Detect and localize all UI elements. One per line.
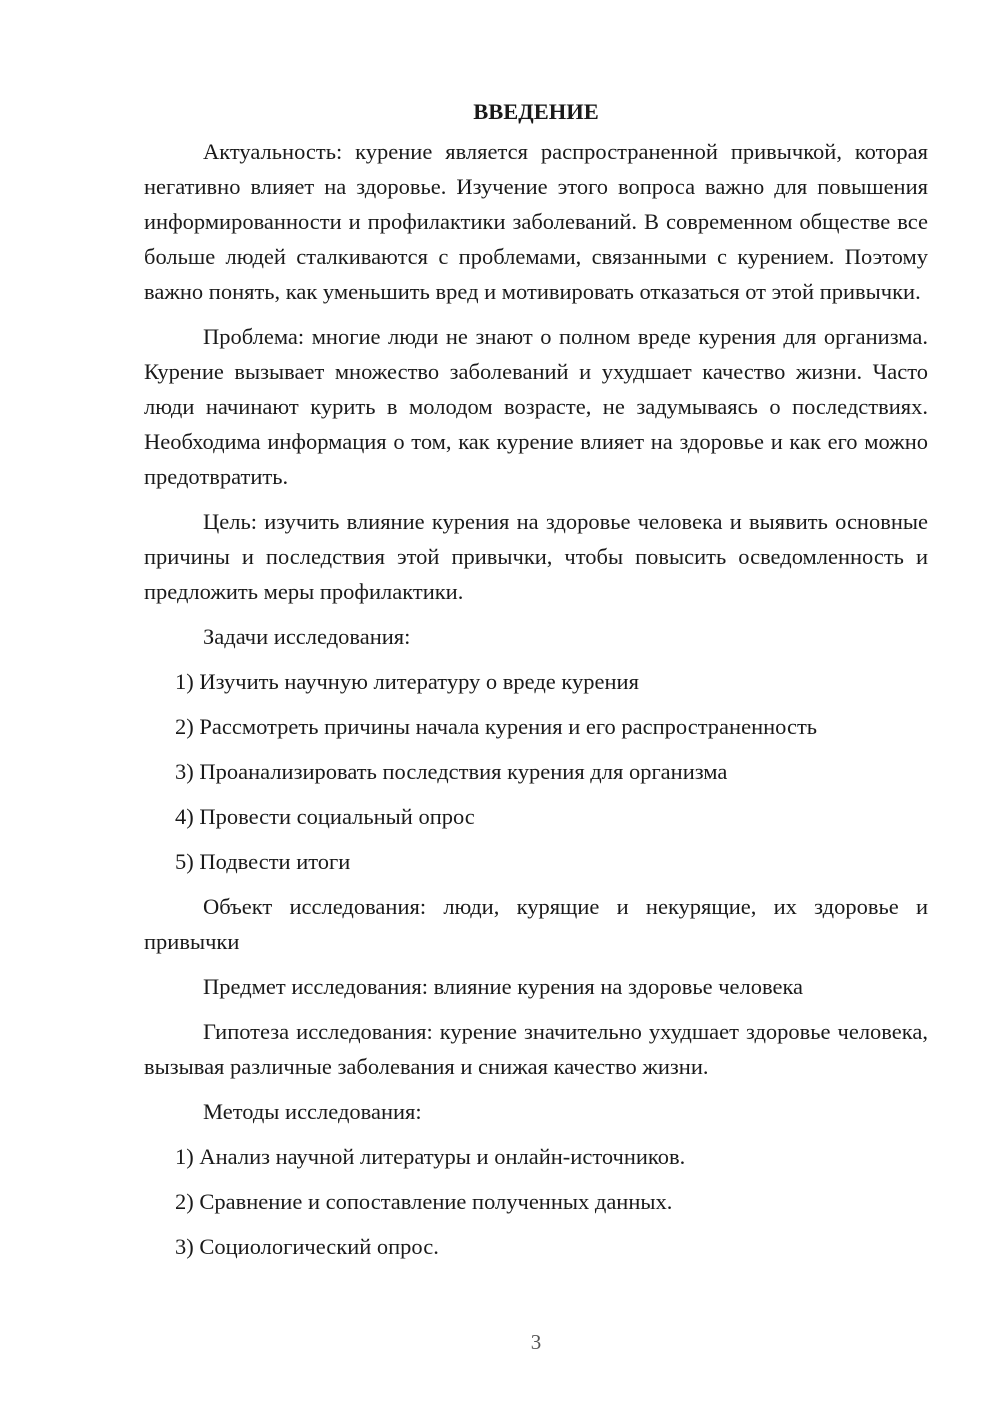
method-item-1: 1) Анализ научной литературы и онлайн-источников. [175,1144,686,1169]
task-item-4: 4) Провести социальный опрос [175,804,475,829]
task-item-1: 1) Изучить научную литературу о вреде курения [175,669,639,694]
goal-paragraph: Цель: изучить влияние курения на здоровье человека и выявить основные причины и последствия этой привычки, чтобы повысить осведомленность и предложить меры профилактики. [144,509,928,604]
task-item-5: 5) Подвести итоги [175,849,351,874]
methods-list [144,1139,928,1264]
task-item-2: 2) Рассмотреть причины начала курения и его распространенность [175,714,818,739]
tasks-list [144,664,928,879]
method-item-2: 2) Сравнение и сопоставление полученных данных. [175,1189,673,1214]
task-item-3: 3) Проанализировать последствия курения для организма [175,759,728,784]
page-content [144,94,928,1274]
methods-heading: Методы исследования: [203,1099,422,1124]
relevance-paragraph: Актуальность: курение является распространенной привычкой, которая негативно влияет на здоровье. Изучение этого вопроса важно для повышения информированности и профилактики заболеваний. В современном обществе все больше людей сталкиваются с проблемами, связанными с курением. Поэтому важно понять, как уменьшить вред и мотивировать отказаться от этой привычки. [144,139,928,304]
method-item-3: 3) Социологический опрос. [175,1234,439,1259]
problem-paragraph: Проблема: многие люди не знают о полном вреде курения для организма. Курение вызывает множество заболеваний и ухудшает качество жизни. Часто люди начинают курить в молодом возрасте, не задумываясь о последствиях. Необходима информация о том, как курение влияет на здоровье и как его можно предотвратить. [144,324,928,489]
object-paragraph: Объект исследования: люди, курящие и некурящие, их здоровье и привычки [144,894,928,954]
tasks-heading: Задачи исследования: [203,624,411,649]
section-title: ВВЕДЕНИЕ [473,99,599,124]
page-number: 3 [530,1330,542,1354]
subject-paragraph: Предмет исследования: влияние курения на здоровье человека [203,974,804,999]
hypothesis-paragraph: Гипотеза исследования: курение значительно ухудшает здоровье человека, вызывая различные заболевания и снижая качество жизни. [144,1019,928,1079]
